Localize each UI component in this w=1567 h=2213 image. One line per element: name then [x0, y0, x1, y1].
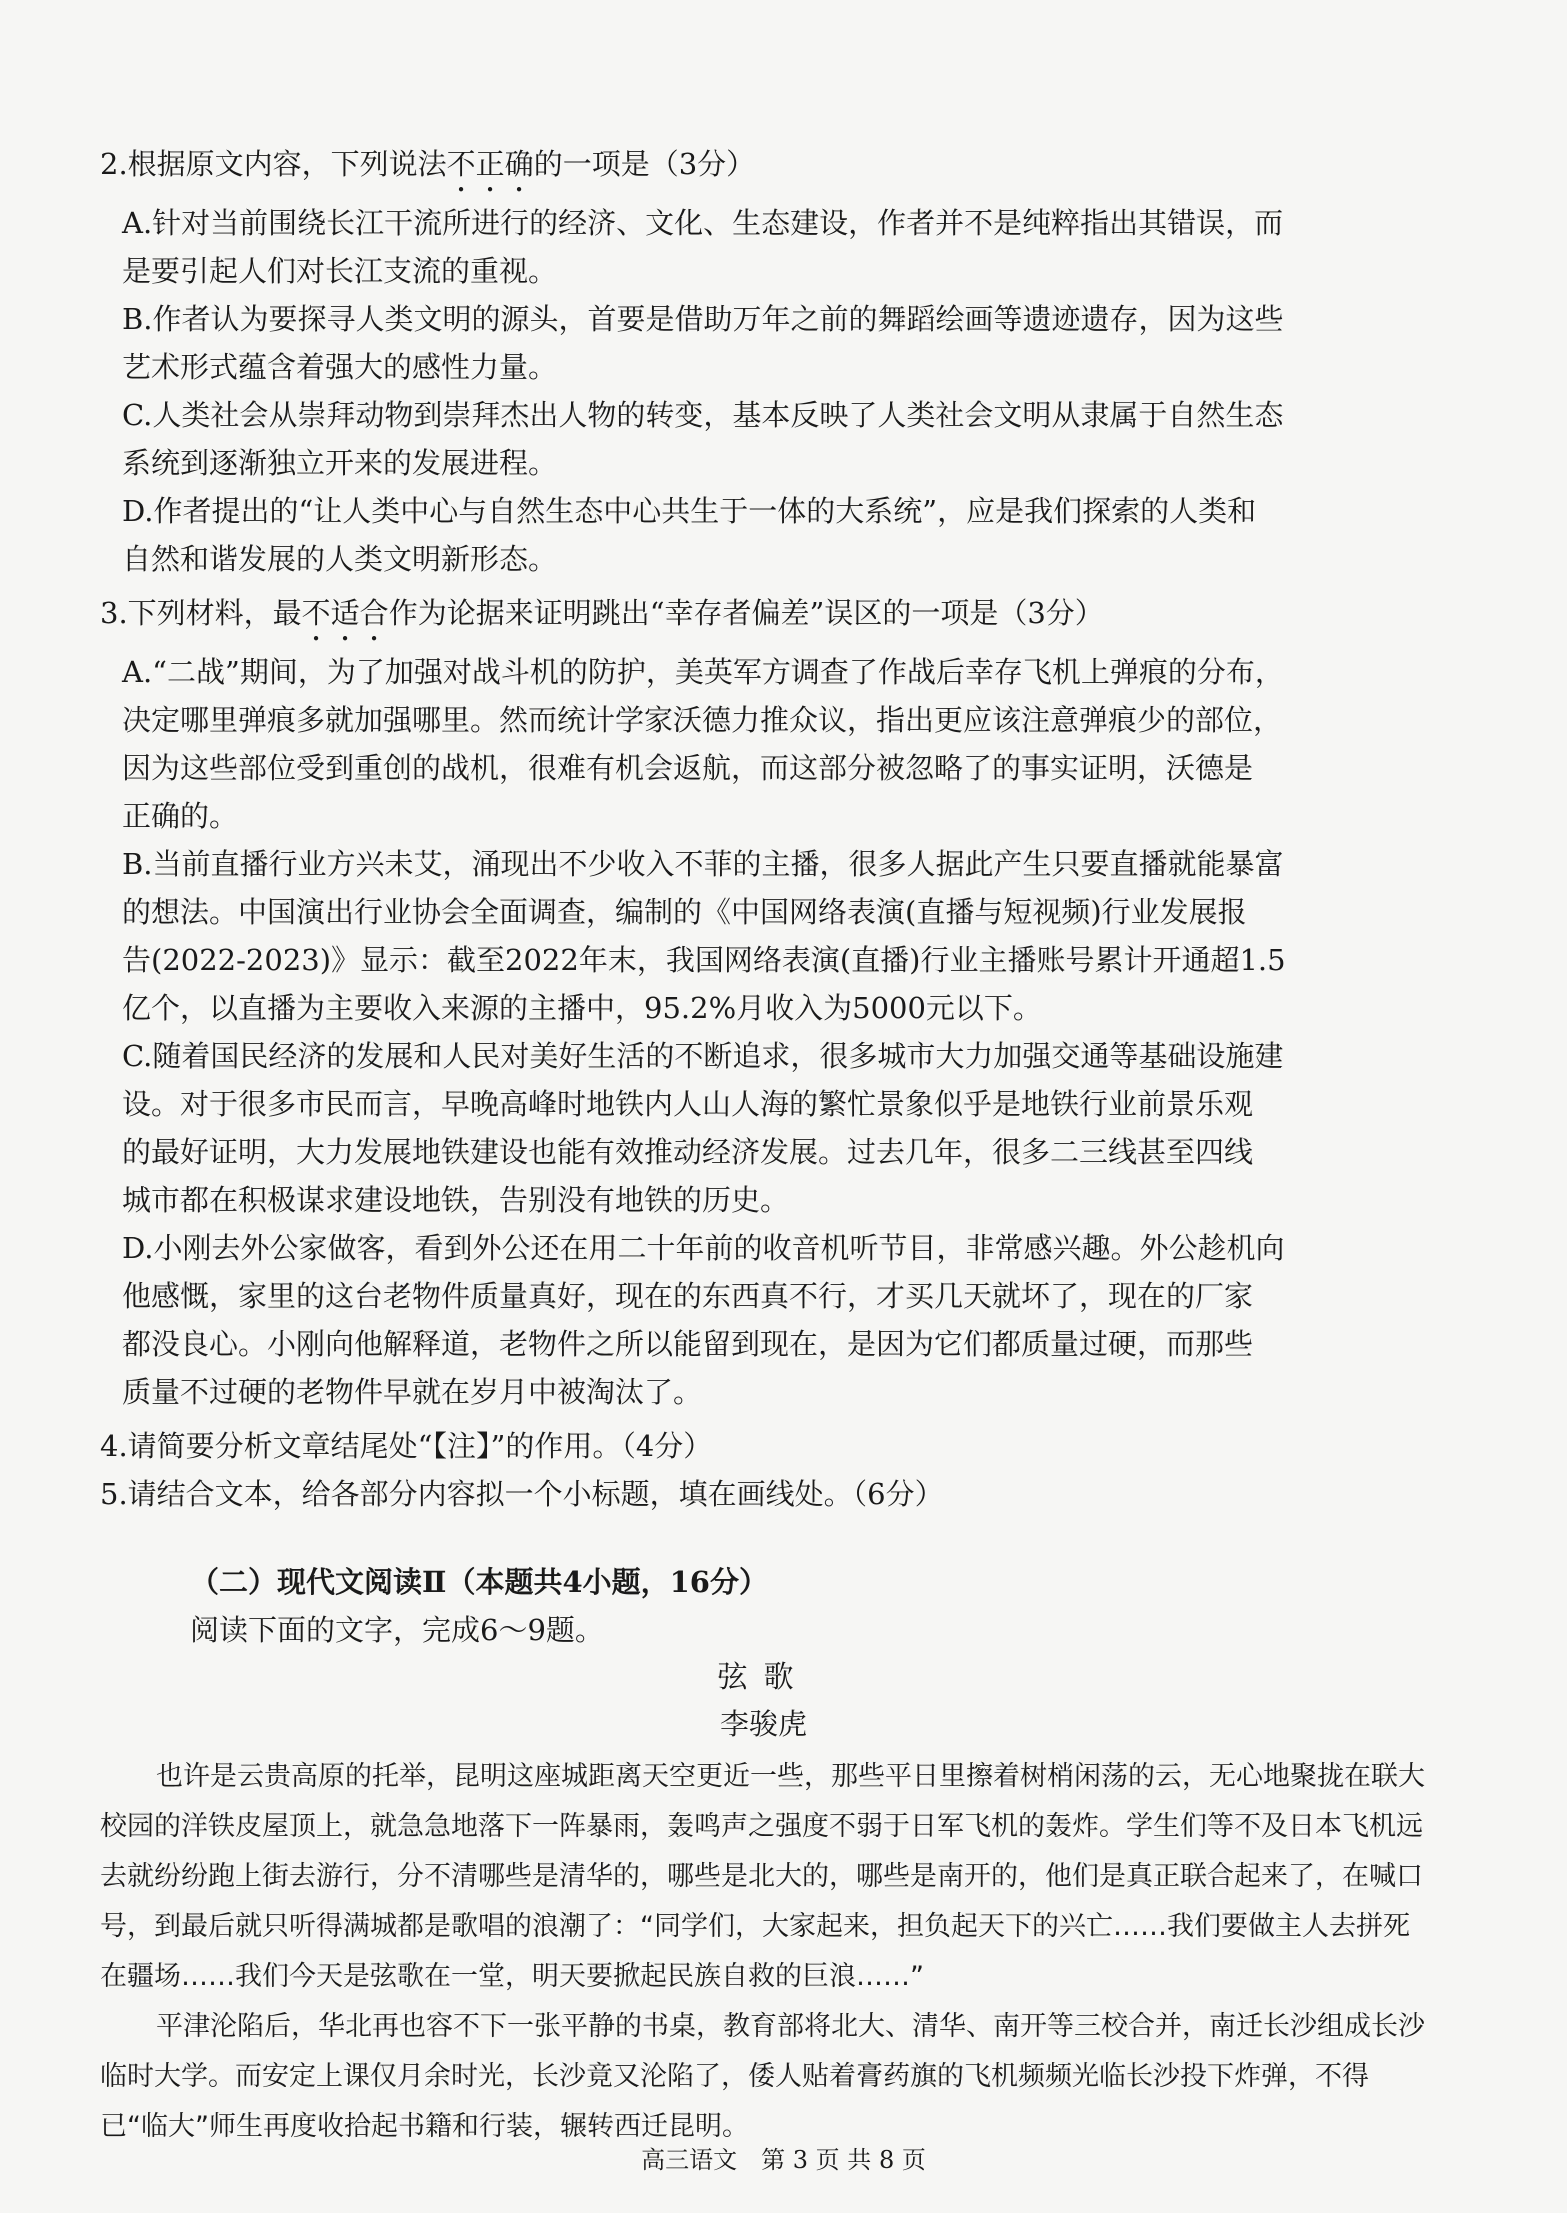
q3-stem-pre: 3.下列材料，最	[100, 596, 302, 630]
option-line: 告(2022-2023)》显示：截至2022年末，我国网络表演(直播)行业主播账号累计开通超1.5	[122, 943, 1286, 977]
question-2-stem	[100, 140, 1427, 199]
option-line: “二战”期间，为了加强对战斗机的防护，美英军方调查了作战后幸存飞机上弹痕的分布，	[152, 655, 1284, 689]
option-line: 作者提出的“让人类中心与自然生态中心共生于一体的大系统”，应是我们探索的人类和	[153, 494, 1257, 528]
question-3	[100, 589, 1427, 1416]
option-label: B.	[122, 847, 153, 881]
option-label: C.	[122, 1039, 153, 1073]
option-line: 作者认为要探寻人类文明的源头，首要是借助万年之前的舞蹈绘画等遗迹遗存，因为这些	[152, 302, 1284, 336]
q2-option-d	[100, 487, 1427, 583]
option-label: A.	[122, 206, 153, 240]
section-intro: 阅读下面的文字，完成6～9题。	[190, 1613, 604, 1647]
page-footer: 高三语文 第 3 页 共 8 页	[641, 2146, 926, 2174]
option-line: 设。对于很多市民而言，早晚高峰时地铁内人山人海的繁忙景象似乎是地铁行业前景乐观	[122, 1087, 1254, 1121]
q2-stem-post: 的一项是（3分）	[533, 147, 756, 181]
q2-stem-emphasis: 不正确	[446, 147, 534, 181]
option-line: 他感慨，家里的这台老物件质量真好，现在的东西真不行，才买几天就坏了，现在的厂家	[122, 1279, 1254, 1313]
option-line: 小刚去外公家做客，看到外公还在用二十年前的收音机听节目，非常感兴趣。外公趁机向	[153, 1231, 1285, 1265]
question-3-stem	[100, 589, 1427, 648]
article-paragraph-1: 也许是云贵高原的托举，昆明这座城距离天空更近一些，那些平日里擦着树梢闲荡的云，无心地聚拢在联大校园的洋铁皮屋顶上，就急急地落下一阵暴雨，轰鸣声之强度不弱于日军飞机的轰炸。学生们等不及日本飞机远去就纷纷跑上街去游行，分不清哪些是清华的，哪些是北大的，哪些是南开的，他们是真正联合起来了，在喊口号，到最后就只听得满城都是歌唱的浪潮了：“同学们，大家起来，担负起天下的兴亡……我们要做主人去拼死在疆场……我们今天是弦歌在一堂，明天要掀起民族自救的巨浪……”	[100, 1761, 1425, 1992]
option-line: 自然和谐发展的人类文明新形态。	[122, 542, 558, 576]
article-paragraph-2: 平津沦陷后，华北再也容不下一张平静的书桌，教育部将北大、清华、南开等三校合并，南迁长沙组成长沙临时大学。而安定上课仅月余时光，长沙竟又沦陷了，倭人贴着膏药旗的飞机频频光临长沙投下炸弹，不得已“临大”师生再度收拾起书籍和行装，辗转西迁昆明。	[100, 2011, 1425, 2142]
question-4: 4.请简要分析文章结尾处“【注】”的作用。（4分）	[100, 1429, 713, 1463]
option-label: A.	[122, 655, 153, 689]
question-5: 5.请结合文本，给各部分内容拟一个小标题，填在画线处。（6分）	[100, 1477, 944, 1511]
question-2	[100, 140, 1427, 583]
option-line: 的最好证明，大力发展地铁建设也能有效推动经济发展。过去几年，很多二三线甚至四线	[122, 1135, 1254, 1169]
option-line: 都没良心。小刚向他解释道，老物件之所以能留到现在，是因为它们都质量过硬，而那些	[122, 1327, 1254, 1361]
option-line: 城市都在积极谋求建设地铁，告别没有地铁的历史。	[122, 1183, 790, 1217]
q3-option-a	[100, 648, 1427, 840]
option-line: 决定哪里弹痕多就加强哪里。然而统计学家沃德力推众议，指出更应该注意弹痕少的部位，	[122, 703, 1283, 737]
option-line: 正确的。	[122, 799, 239, 833]
option-label: D.	[122, 1231, 154, 1265]
q2-option-a	[100, 199, 1427, 295]
q2-option-c	[100, 391, 1427, 487]
q3-option-b	[100, 840, 1427, 1032]
option-line: 的想法。中国演出行业协会全面调查，编制的《中国网络表演(直播与短视频)行业发展报	[122, 895, 1247, 929]
option-label: C.	[122, 398, 153, 432]
option-line: 艺术形式蕴含着强大的感性力量。	[122, 350, 558, 384]
q3-option-d	[100, 1224, 1427, 1416]
option-label: B.	[122, 302, 153, 336]
article-author: 李骏虎	[719, 1707, 807, 1741]
option-line: 人类社会从崇拜动物到崇拜杰出人物的转变，基本反映了人类社会文明从隶属于自然生态	[152, 398, 1284, 432]
option-label: D.	[122, 494, 154, 528]
q2-option-b	[100, 295, 1427, 391]
q3-option-c	[100, 1032, 1427, 1224]
option-line: 系统到逐渐独立开来的发展进程。	[122, 446, 558, 480]
option-line: 当前直播行业方兴未艾，涌现出不少收入不菲的主播，很多人据此产生只要直播就能暴富	[152, 847, 1284, 881]
section-heading: （二）现代文阅读Ⅱ（本题共4小题，16分）	[190, 1565, 768, 1599]
q3-stem-post: 作为论据来证明跳出“幸存者偏差”误区的一项是（3分）	[388, 596, 1104, 630]
option-line: 是要引起人们对长江支流的重视。	[122, 254, 558, 288]
q2-stem-pre: 2.根据原文内容，下列说法	[100, 147, 447, 181]
option-line: 随着国民经济的发展和人民对美好生活的不断追求，很多城市大力加强交通等基础设施建	[152, 1039, 1284, 1073]
option-line: 因为这些部位受到重创的战机，很难有机会返航，而这部分被忽略了的事实证明，沃德是	[122, 751, 1254, 785]
option-line: 针对当前围绕长江干流所进行的经济、文化、生态建设，作者并不是纯粹指出其错误，而	[152, 206, 1284, 240]
article-title: 弦歌	[717, 1660, 810, 1695]
q3-stem-emphasis: 不适合	[301, 596, 389, 630]
option-line: 亿个，以直播为主要收入来源的主播中，95.2%月收入为5000元以下。	[122, 991, 1042, 1025]
option-line: 质量不过硬的老物件早就在岁月中被淘汰了。	[122, 1375, 703, 1409]
